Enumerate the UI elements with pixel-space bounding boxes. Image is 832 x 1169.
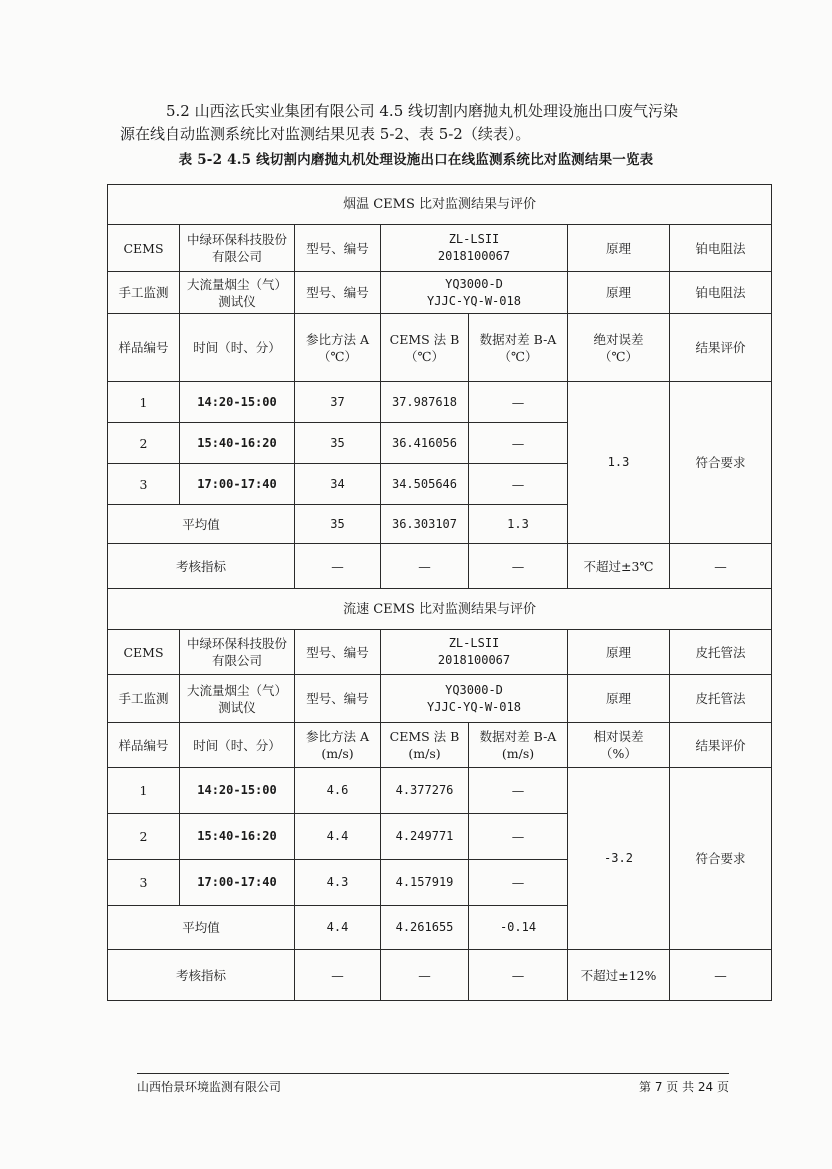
temp-manual-device: 大流量烟尘（气）测试仪	[180, 272, 295, 314]
temp-criteria-row	[108, 544, 772, 589]
flow-cems-row	[108, 630, 772, 675]
flow-row-1-time: 14:20-15:00	[180, 768, 295, 814]
temp-header-diff-unit: （℃）	[498, 348, 538, 364]
temp-header-sample: 样品编号	[108, 314, 180, 382]
table-row	[108, 382, 772, 423]
flow-criteria-a: —	[295, 950, 381, 1001]
temp-manual-label: 手工监测	[108, 272, 180, 314]
flow-row-1-d: —	[469, 768, 568, 814]
temp-row-2-b: 36.416056	[381, 423, 469, 464]
flow-manual-model-label: 型号、编号	[295, 675, 381, 723]
flow-header-diff-label: 数据对差 B-A	[479, 729, 557, 744]
table-caption: 表 5-2 4.5 线切割内磨抛丸机处理设施出口在线监测系统比对监测结果一览表	[178, 152, 654, 168]
temp-cems-model	[381, 225, 568, 272]
flow-evaluation: 符合要求	[670, 768, 772, 950]
flow-row-2-b: 4.249771	[381, 814, 469, 860]
temp-title-row	[108, 185, 772, 225]
temp-cems-model-name: ZL-LSII	[448, 232, 500, 246]
temp-cems-model-label: 型号、编号	[295, 225, 381, 272]
temp-row-3-no: 3	[108, 464, 180, 505]
intro-line-2: 源在线自动监测系统比对监测结果见表 5-2、表 5-2（续表）。	[120, 125, 531, 143]
flow-row-2-no: 2	[108, 814, 180, 860]
flow-section-title: 流速 CEMS 比对监测结果与评价	[108, 589, 772, 630]
temp-row-3-time: 17:00-17:40	[180, 464, 295, 505]
flow-header-cems-label: CEMS 法 B	[389, 729, 460, 744]
flow-average-a: 4.4	[295, 906, 381, 950]
flow-title-row	[108, 589, 772, 630]
flow-header-diff-unit: (m/s)	[501, 746, 535, 761]
temp-manual-serial: YJJC-YQ-W-018	[427, 293, 521, 308]
temp-header-error-unit: （℃）	[599, 348, 638, 364]
flow-cems-principle: 皮托管法	[670, 630, 772, 675]
temp-criteria-a: —	[295, 544, 381, 589]
flow-criteria-error: 不超过±12%	[568, 950, 670, 1001]
temp-row-2-a: 35	[295, 423, 381, 464]
footer-page-number: 第 7 页 共 24 页	[639, 1080, 729, 1094]
temp-row-3-a: 34	[295, 464, 381, 505]
flow-row-3-d: —	[469, 860, 568, 906]
flow-criteria-d: —	[469, 950, 568, 1001]
temp-evaluation: 符合要求	[670, 382, 772, 544]
flow-cems-model-label: 型号、编号	[295, 630, 381, 675]
temp-cems-principle-label: 原理	[568, 225, 670, 272]
temp-average-d: 1.3	[469, 505, 568, 544]
temp-header-error	[568, 314, 670, 382]
flow-manual-model	[381, 675, 568, 723]
temp-row-1-a: 37	[295, 382, 381, 423]
temp-manual-model-label: 型号、编号	[295, 272, 381, 314]
flow-header-diff	[469, 723, 568, 768]
flow-row-2-d: —	[469, 814, 568, 860]
temp-criteria-b: —	[381, 544, 469, 589]
flow-header-time: 时间（时、分）	[180, 723, 295, 768]
results-table	[107, 184, 772, 1001]
flow-row-1-b: 4.377276	[381, 768, 469, 814]
temp-row-1-no: 1	[108, 382, 180, 423]
flow-row-3-a: 4.3	[295, 860, 381, 906]
flow-manual-row	[108, 675, 772, 723]
flow-row-3-b: 4.157919	[381, 860, 469, 906]
flow-criteria-b: —	[381, 950, 469, 1001]
flow-average-d: -0.14	[469, 906, 568, 950]
flow-relative-error: -3.2	[568, 768, 670, 950]
temp-manual-principle: 铂电阻法	[670, 272, 772, 314]
flow-cems-model-name: ZL-LSII	[448, 636, 500, 650]
temp-row-3-d: —	[469, 464, 568, 505]
temp-row-1-b: 37.987618	[381, 382, 469, 423]
flow-row-1-a: 4.6	[295, 768, 381, 814]
temp-manual-model	[381, 272, 568, 314]
temp-absolute-error: 1.3	[568, 382, 670, 544]
flow-criteria-row	[108, 950, 772, 1001]
page-footer	[137, 1073, 729, 1094]
flow-manual-model-name: YQ3000-D	[445, 682, 503, 697]
flow-cems-model	[381, 630, 568, 675]
flow-criteria-eval: —	[670, 950, 772, 1001]
temp-row-3-b: 34.505646	[381, 464, 469, 505]
flow-cems-maker: 中绿环保科技股份有限公司	[180, 630, 295, 675]
flow-header-sample: 样品编号	[108, 723, 180, 768]
temp-cems-maker: 中绿环保科技股份有限公司	[180, 225, 295, 272]
temp-criteria-error: 不超过±3℃	[568, 544, 670, 589]
flow-header-ref-label: 参比方法 A	[305, 729, 369, 744]
flow-manual-principle: 皮托管法	[670, 675, 772, 723]
temp-header-cems-unit: （℃）	[405, 348, 444, 364]
temp-row-2-time: 15:40-16:20	[180, 423, 295, 464]
table-row	[108, 768, 772, 814]
temp-header-row	[108, 314, 772, 382]
flow-cems-label: CEMS	[108, 630, 180, 675]
temp-header-eval: 结果评价	[670, 314, 772, 382]
temp-criteria-d: —	[469, 544, 568, 589]
temp-header-error-label: 绝对误差	[593, 331, 644, 347]
temp-header-diff	[469, 314, 568, 382]
temp-header-ref-unit: （℃）	[318, 348, 357, 364]
flow-row-3-no: 3	[108, 860, 180, 906]
temp-row-1-time: 14:20-15:00	[180, 382, 295, 423]
flow-average-b: 4.261655	[381, 906, 469, 950]
flow-row-1-no: 1	[108, 768, 180, 814]
intro-line-1: 5.2 山西泫氏实业集团有限公司 4.5 线切割内磨抛丸机处理设施出口废气污染	[166, 102, 679, 120]
flow-manual-device: 大流量烟尘（气）测试仪	[180, 675, 295, 723]
temp-manual-row	[108, 272, 772, 314]
temp-row-1-d: —	[469, 382, 568, 423]
flow-criteria-label: 考核指标	[108, 950, 295, 1001]
flow-header-error	[568, 723, 670, 768]
flow-row-2-a: 4.4	[295, 814, 381, 860]
temp-cems-label: CEMS	[108, 225, 180, 272]
temp-header-ref-label: 参比方法 A	[305, 331, 369, 347]
temp-row-2-d: —	[469, 423, 568, 464]
temp-criteria-eval: —	[670, 544, 772, 589]
flow-average-label: 平均值	[108, 906, 295, 950]
flow-header-eval: 结果评价	[670, 723, 772, 768]
temp-average-label: 平均值	[108, 505, 295, 544]
flow-cems-principle-label: 原理	[568, 630, 670, 675]
temp-row-2-no: 2	[108, 423, 180, 464]
temp-criteria-label: 考核指标	[108, 544, 295, 589]
flow-header-cems-unit: (m/s)	[408, 746, 441, 761]
flow-header-ref	[295, 723, 381, 768]
temp-header-ref	[295, 314, 381, 382]
temp-average-b: 36.303107	[381, 505, 469, 544]
temp-section-title: 烟温 CEMS 比对监测结果与评价	[108, 185, 772, 225]
temp-manual-model-name: YQ3000-D	[445, 276, 503, 291]
flow-row-2-time: 15:40-16:20	[180, 814, 295, 860]
flow-header-ref-unit: (m/s)	[321, 746, 354, 761]
intro-paragraph	[120, 100, 760, 146]
flow-row-3-time: 17:00-17:40	[180, 860, 295, 906]
temp-manual-principle-label: 原理	[568, 272, 670, 314]
flow-header-error-unit: （%）	[600, 746, 637, 761]
flow-header-cems	[381, 723, 469, 768]
flow-manual-serial: YJJC-YQ-W-018	[427, 699, 521, 714]
flow-header-error-label: 相对误差	[593, 729, 644, 744]
temp-header-time: 时间（时、分）	[180, 314, 295, 382]
temp-average-a: 35	[295, 505, 381, 544]
temp-cems-principle: 铂电阻法	[670, 225, 772, 272]
temp-cems-serial: 2018100067	[437, 249, 511, 263]
flow-cems-serial: 2018100067	[437, 653, 511, 667]
temp-header-cems-label: CEMS 法 B	[389, 331, 460, 347]
temp-cems-row	[108, 225, 772, 272]
flow-manual-principle-label: 原理	[568, 675, 670, 723]
footer-company: 山西怡景环境监测有限公司	[137, 1080, 282, 1094]
flow-header-row	[108, 723, 772, 768]
temp-header-cems	[381, 314, 469, 382]
temp-header-diff-label: 数据对差 B-A	[479, 331, 557, 347]
flow-manual-label: 手工监测	[108, 675, 180, 723]
